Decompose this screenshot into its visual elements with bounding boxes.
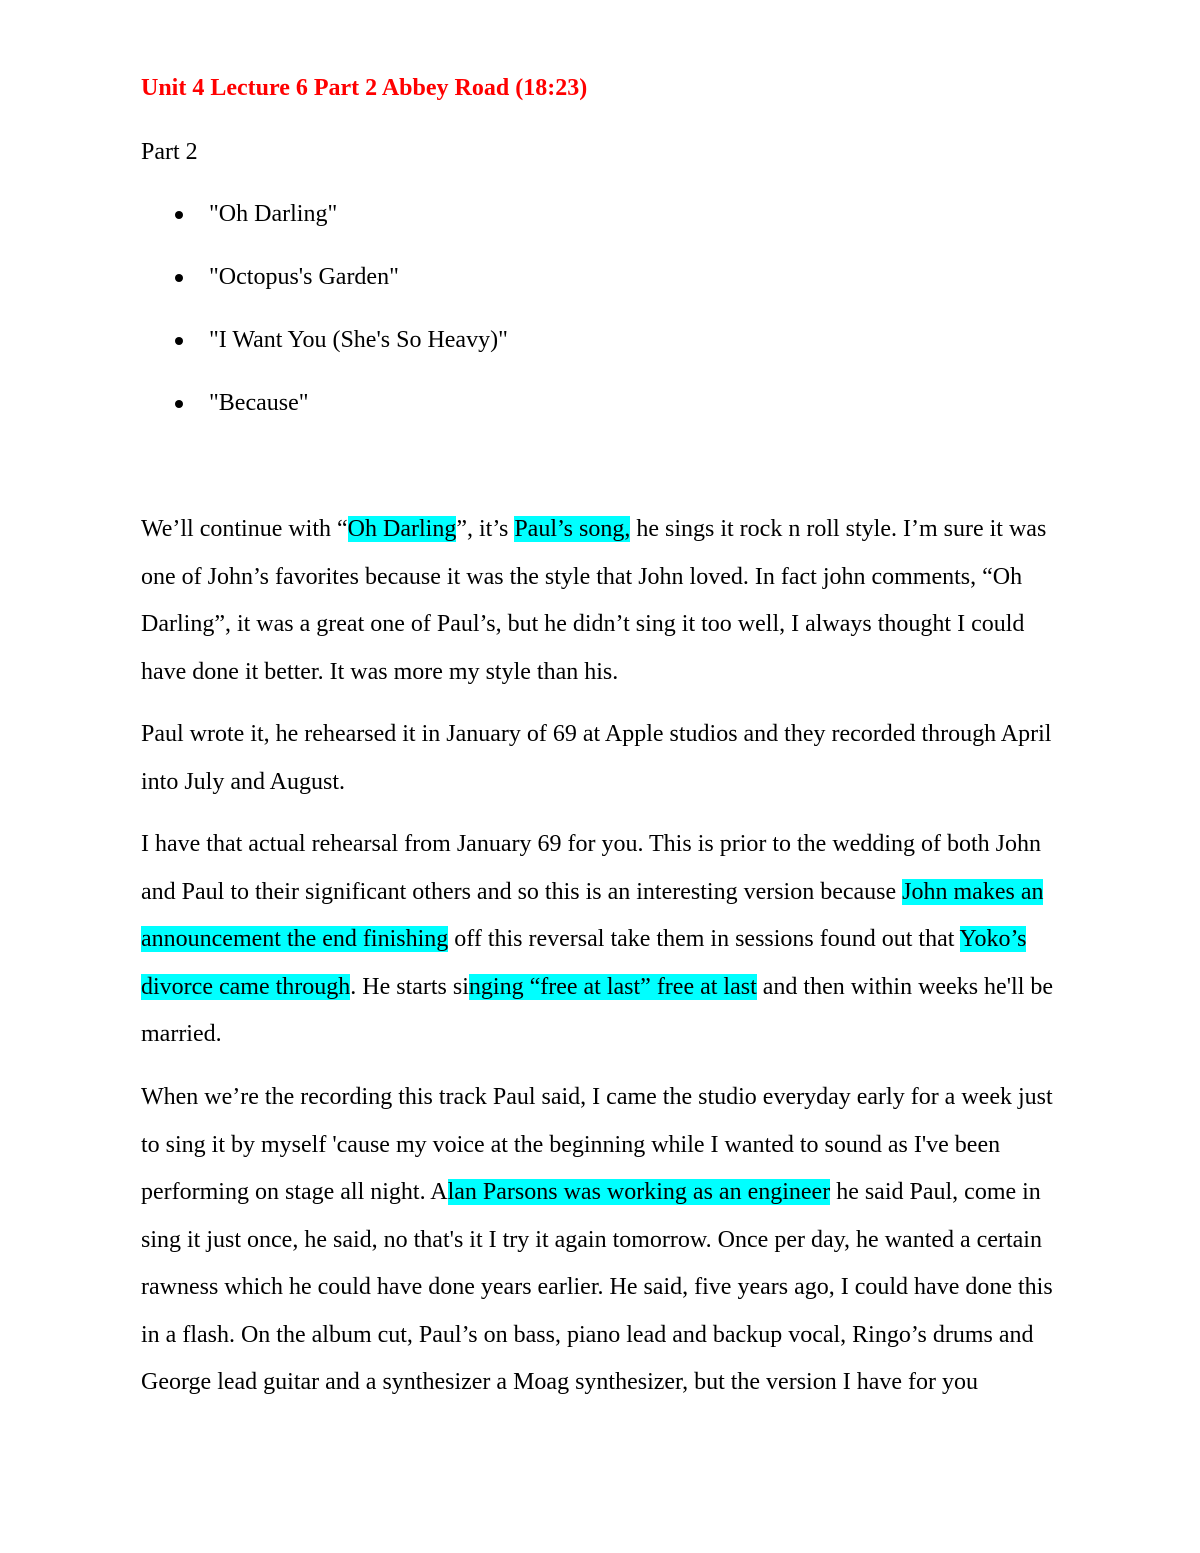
highlighted-text: Oh Darling bbox=[347, 516, 457, 542]
song-title: "Octopus's Garden" bbox=[209, 264, 399, 290]
text-run: and then within weeks he'll be married. bbox=[141, 973, 1054, 1047]
text-run: off this reversal take them in sessions found out that bbox=[448, 926, 960, 952]
highlighted-text: John makes an announcement the end finishing bbox=[141, 878, 1044, 952]
text-run: ”, it’s bbox=[456, 516, 515, 542]
paragraph-rehearsal-dates: Paul wrote it, he rehearsed it in January of 69 at Apple studios and they recorded through April into July and August. bbox=[141, 721, 1052, 795]
paragraph-recording-sessions bbox=[141, 1074, 1061, 1407]
text-run: I have that actual rehearsal from January 69 for you. This is prior to the wedding of both John and Paul to their significant others and so this is an interesting version because bbox=[141, 831, 1041, 905]
text-run: he said Paul, come in sing it just once, he said, no that's it I try it again tomorrow. Once per day, he wanted a certain rawness which he could have done years earlier. He said, five years ago, I could have done this in a flash. On the album cut, Paul’s on bass, piano lead and backup vocal, Ringo’s drums and George lead guitar and a synthesizer a Moag synthesizer, but the version I have for you bbox=[141, 1179, 1053, 1395]
song-title: "Oh Darling" bbox=[209, 201, 338, 227]
text-run: . He starts si bbox=[350, 973, 469, 1000]
highlighted-text: lan Parsons was working as an engineer bbox=[447, 1179, 831, 1205]
highlighted-text: Paul’s song, bbox=[514, 516, 631, 542]
bullet-icon bbox=[175, 211, 183, 219]
document-title: Unit 4 Lecture 6 Part 2 Abbey Road (18:23) bbox=[141, 75, 588, 101]
song-title: "Because" bbox=[209, 390, 309, 416]
highlighted-text: Yoko’s divorce came through bbox=[141, 926, 1027, 1000]
text-run: he sings it rock n roll style. I’m sure it was one of John’s favorites because it was the style that John loved. In fact john comments, “Oh Darling”, it was a great one of Paul’s, but he didn’t sing it too well, I always thought I could have done it better. It was more my style than his. bbox=[141, 516, 1047, 685]
bullet-icon bbox=[175, 337, 183, 345]
text-run: When we’re the recording this track Paul said, I came the studio everyday early for a week just to sing it by myself 'cause my voice at the beginning while I wanted to sound as I've been performing on stage all night. A bbox=[141, 1084, 1053, 1205]
song-title: "I Want You (She's So Heavy)" bbox=[209, 327, 508, 353]
paragraph-rehearsal-recording bbox=[141, 821, 1061, 1059]
text-run: We’ll continue with “ bbox=[141, 516, 348, 542]
bullet-icon bbox=[175, 274, 183, 282]
bullet-icon bbox=[175, 400, 183, 408]
paragraph-oh-darling-intro bbox=[141, 506, 1061, 696]
part-label: Part 2 bbox=[141, 139, 198, 165]
highlighted-text: nging “free at last” free at last bbox=[468, 973, 757, 1000]
